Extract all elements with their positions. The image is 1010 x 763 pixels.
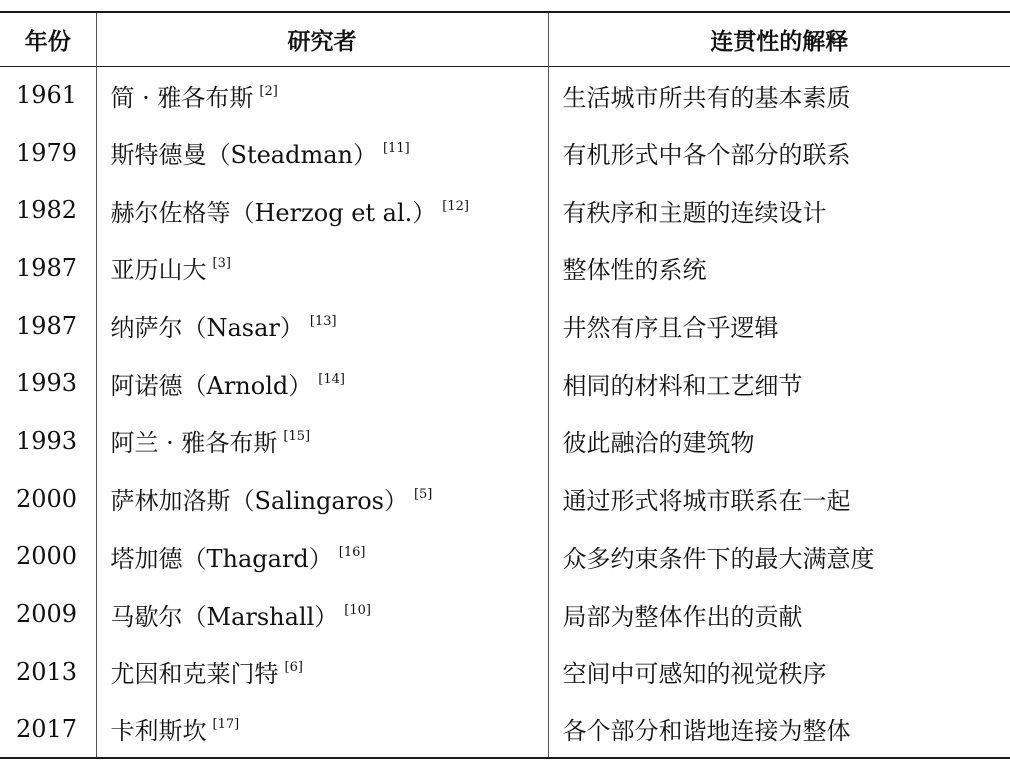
researcher-name: 萨林加洛斯（Salingaros）	[110, 487, 408, 516]
cell-explanation: 有秩序和主题的连续设计	[548, 181, 1010, 239]
cell-researcher	[96, 66, 548, 124]
reference-marker: [3]	[212, 256, 231, 272]
cell-researcher	[96, 643, 548, 701]
reference-marker: [15]	[283, 429, 311, 445]
table-row	[0, 585, 1010, 643]
reference-marker: [17]	[212, 717, 240, 733]
researcher-name: 卡利斯坎	[110, 717, 207, 746]
researcher-name: 亚历山大	[110, 256, 207, 285]
cell-researcher	[96, 124, 548, 182]
cell-explanation: 局部为整体作出的贡献	[548, 585, 1010, 643]
table-row	[0, 124, 1010, 182]
reference-marker: [11]	[382, 141, 410, 157]
cell-year: 1982	[16, 196, 78, 225]
cell-year: 1979	[16, 138, 78, 167]
table-row	[0, 66, 1010, 124]
coherence-definitions-table	[0, 11, 1010, 759]
table-row	[0, 181, 1010, 239]
header-researcher: 研究者	[96, 12, 548, 66]
reference-marker: [13]	[309, 314, 337, 330]
table-row	[0, 470, 1010, 528]
cell-explanation: 相同的材料和工艺细节	[548, 354, 1010, 412]
researcher-name: 简 · 雅各布斯	[110, 83, 254, 112]
table-row	[0, 239, 1010, 297]
cell-researcher	[96, 470, 548, 528]
header-year: 年份	[24, 28, 71, 55]
coherence-table-container	[0, 11, 1010, 759]
cell-explanation: 整体性的系统	[548, 239, 1010, 297]
researcher-name: 阿兰 · 雅各布斯	[110, 429, 278, 458]
cell-researcher	[96, 701, 548, 759]
cell-researcher	[96, 528, 548, 586]
cell-explanation: 生活城市所共有的基本素质	[548, 66, 1010, 124]
cell-year: 2017	[16, 714, 78, 743]
table-row	[0, 701, 1010, 759]
cell-researcher	[96, 181, 548, 239]
cell-researcher	[96, 239, 548, 297]
table-body	[0, 66, 1010, 758]
cell-year: 1993	[16, 426, 78, 455]
cell-researcher	[96, 297, 548, 355]
researcher-name: 斯特德曼（Steadman）	[110, 141, 377, 170]
cell-explanation: 众多约束条件下的最大满意度	[548, 528, 1010, 586]
table-row	[0, 412, 1010, 470]
cell-year: 1993	[16, 369, 78, 398]
reference-marker: [16]	[338, 544, 366, 560]
cell-year: 2013	[16, 657, 78, 686]
reference-marker: [12]	[442, 198, 469, 214]
reference-marker: [2]	[259, 83, 278, 99]
cell-year: 2000	[16, 542, 78, 571]
researcher-name: 阿诺德（Arnold）	[110, 371, 313, 400]
cell-researcher	[96, 354, 548, 412]
cell-explanation: 各个部分和谐地连接为整体	[548, 701, 1010, 759]
cell-explanation: 空间中可感知的视觉秩序	[548, 643, 1010, 701]
reference-marker: [6]	[284, 660, 303, 676]
cell-explanation: 井然有序且合乎逻辑	[548, 297, 1010, 355]
reference-marker: [5]	[413, 487, 433, 503]
table-row	[0, 354, 1010, 412]
cell-year: 1961	[16, 81, 78, 110]
table-row	[0, 528, 1010, 586]
researcher-name: 尤因和克莱门特	[110, 660, 279, 689]
cell-explanation: 有机形式中各个部分的联系	[548, 124, 1010, 182]
cell-year: 1987	[16, 253, 78, 282]
reference-marker: [10]	[344, 602, 371, 618]
table-row	[0, 297, 1010, 355]
researcher-name: 马歇尔（Marshall）	[110, 602, 339, 631]
cell-year: 2009	[16, 600, 78, 629]
cell-year: 1987	[16, 311, 78, 340]
cell-year: 2000	[16, 484, 78, 513]
researcher-name: 赫尔佐格等（Herzog et al.）	[110, 198, 437, 227]
researcher-name: 纳萨尔（Nasar）	[110, 314, 304, 343]
header-explanation: 连贯性的解释	[548, 12, 1010, 66]
cell-explanation: 彼此融洽的建筑物	[548, 412, 1010, 470]
cell-researcher	[96, 412, 548, 470]
cell-explanation: 通过形式将城市联系在一起	[548, 470, 1010, 528]
researcher-name: 塔加德（Thagard）	[110, 544, 333, 573]
reference-marker: [14]	[318, 371, 345, 387]
cell-researcher	[96, 585, 548, 643]
table-header-row	[0, 12, 1010, 66]
table-row	[0, 643, 1010, 701]
